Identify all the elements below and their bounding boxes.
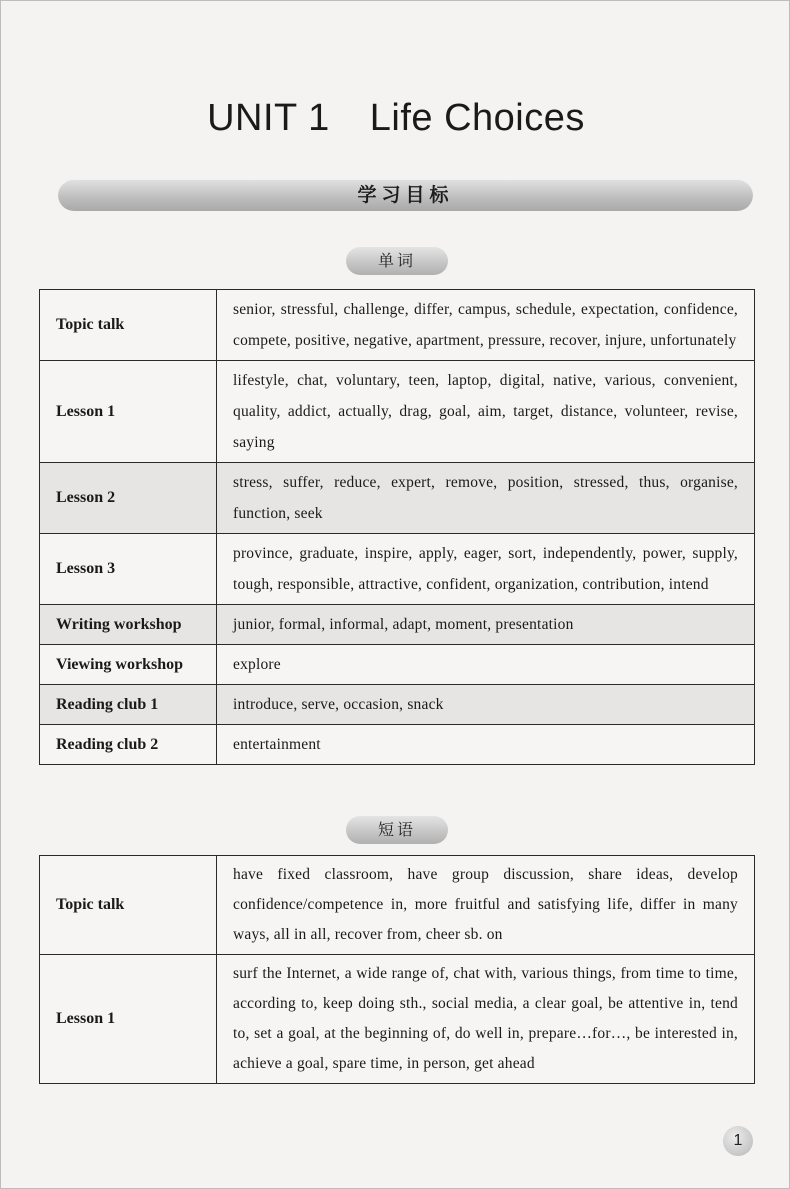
row-label: Lesson 3 bbox=[40, 534, 217, 605]
table-row bbox=[40, 534, 755, 605]
row-label: Reading club 2 bbox=[40, 725, 217, 765]
row-label: Topic talk bbox=[40, 856, 217, 955]
vocabulary-heading: 单词 bbox=[346, 247, 448, 275]
row-label: Lesson 1 bbox=[40, 955, 217, 1084]
table-row bbox=[40, 725, 755, 765]
table-row bbox=[40, 856, 755, 955]
row-words: entertainment bbox=[217, 725, 755, 765]
table-row bbox=[40, 605, 755, 645]
table-row bbox=[40, 361, 755, 463]
learning-goals-banner: 学习目标 bbox=[58, 179, 753, 211]
row-words: stress, suffer, reduce, expert, remove, position, stressed, thus, organise, function, seek bbox=[217, 463, 755, 534]
row-label: Lesson 1 bbox=[40, 361, 217, 463]
row-words: junior, formal, informal, adapt, moment, presentation bbox=[217, 605, 755, 645]
row-words: have fixed classroom, have group discussion, share ideas, develop confidence/competence in, more fruitful and satisfying life, differ in many ways, all in all, recover from, cheer sb. on bbox=[217, 856, 755, 955]
table-row bbox=[40, 290, 755, 361]
row-label: Lesson 2 bbox=[40, 463, 217, 534]
row-words: province, graduate, inspire, apply, eager, sort, independently, power, supply, tough, responsible, attractive, confident, organization, contribution, intend bbox=[217, 534, 755, 605]
row-label: Writing workshop bbox=[40, 605, 217, 645]
row-label: Viewing workshop bbox=[40, 645, 217, 685]
row-label: Topic talk bbox=[40, 290, 217, 361]
row-words: senior, stressful, challenge, differ, campus, schedule, expectation, confidence, compete, positive, negative, apartment, pressure, recover, injure, unfortunately bbox=[217, 290, 755, 361]
row-words: introduce, serve, occasion, snack bbox=[217, 685, 755, 725]
unit-number: UNIT 1 bbox=[207, 97, 330, 139]
vocabulary-table bbox=[39, 289, 755, 765]
phrases-heading: 短语 bbox=[346, 816, 448, 844]
table-row bbox=[40, 645, 755, 685]
unit-name: Life Choices bbox=[369, 97, 585, 139]
row-label: Reading club 1 bbox=[40, 685, 217, 725]
phrases-table bbox=[39, 855, 755, 1084]
row-words: lifestyle, chat, voluntary, teen, laptop, digital, native, various, convenient, quality, addict, actually, drag, goal, aim, target, distance, volunteer, revise, saying bbox=[217, 361, 755, 463]
table-row bbox=[40, 685, 755, 725]
row-words: explore bbox=[217, 645, 755, 685]
unit-title bbox=[1, 97, 790, 140]
row-words: surf the Internet, a wide range of, chat with, various things, from time to time, according to, keep doing sth., social media, a clear goal, be attentive in, tend to, set a goal, at the beginning of, do well in, prepare…for…, be interested in, achieve a goal, spare time, in person, get ahead bbox=[217, 955, 755, 1084]
table-row bbox=[40, 955, 755, 1084]
page-number: 1 bbox=[723, 1126, 753, 1156]
table-row bbox=[40, 463, 755, 534]
